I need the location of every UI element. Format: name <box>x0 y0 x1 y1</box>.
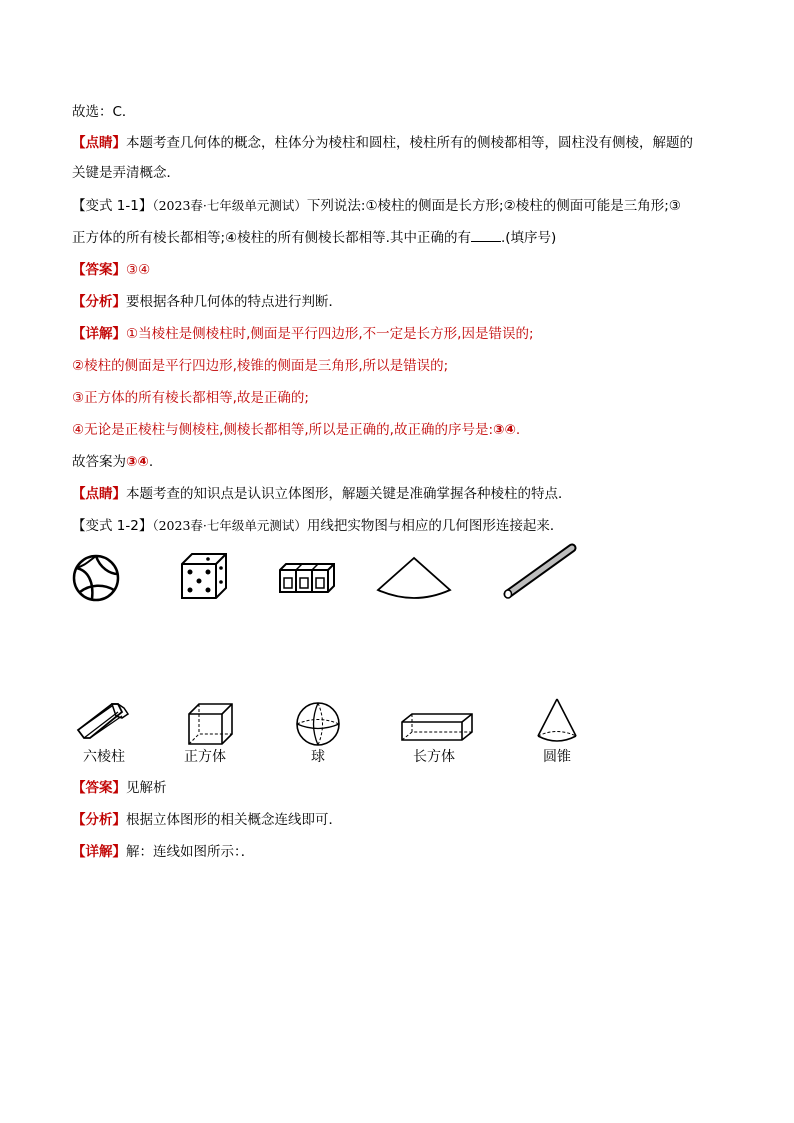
final-answer-line: 故答案为③④. <box>72 454 154 470</box>
volleyball-icon <box>70 552 122 604</box>
choice-line: 故选：C． <box>72 104 136 120</box>
dice-icon <box>178 550 230 602</box>
detail-tag: 【详解】 <box>72 844 126 860</box>
sphere-icon <box>294 700 342 748</box>
comment-line-1-cont: 关键是弄清概念． <box>72 165 180 181</box>
cone-icon <box>534 696 580 746</box>
analysis-line-2: 【分析】根据立体图形的相关概念连线即可． <box>72 812 342 828</box>
label-cuboid: 长方体 <box>413 749 455 765</box>
variant-1-2-line: 【变式 1-2】（2023春·七年级单元测试）用线把实物图与相应的几何图形连接起来． <box>72 518 564 534</box>
detail-line-3: ③正方体的所有棱长都相等,故是正确的; <box>72 390 309 406</box>
analysis-line-1: 【分析】要根据各种几何体的特点进行判断． <box>72 294 342 310</box>
comment-tag: 【点睛】 <box>72 135 126 151</box>
answer-blank <box>471 227 501 242</box>
variant-1-1-line-cont: 正方体的所有棱长都相等;④棱柱的所有侧棱长都相等.其中正确的有 .(填序号) <box>72 227 556 248</box>
source-note: （2023春·七年级单元测试） <box>152 518 307 533</box>
hexagonal-prism-icon <box>72 700 134 744</box>
answer-tag: 【答案】 <box>72 262 126 278</box>
fan-sector-icon <box>374 556 454 602</box>
answer-line-1: 【答案】③④ <box>72 262 151 278</box>
detail-tag: 【详解】 <box>72 326 126 342</box>
comment-line-1: 【点睛】本题考查几何体的概念，柱体分为棱柱和圆柱，棱柱所有的侧棱都相等，圆柱没有侧棱，解题的 <box>72 135 693 151</box>
analysis-tag: 【分析】 <box>72 812 126 828</box>
label-sphere: 球 <box>311 749 325 765</box>
label-cone: 圆锥 <box>543 749 571 765</box>
answer-line-2: 【答案】见解析 <box>72 780 167 796</box>
rod-icon <box>500 542 580 602</box>
variant-tag: 【变式 1-1】 <box>72 198 153 214</box>
variant-tag: 【变式 1-2】 <box>72 518 153 534</box>
three-boxes-icon <box>278 560 336 594</box>
comment-tag: 【点睛】 <box>72 486 126 502</box>
detail-line-2: ②棱柱的侧面是平行四边形,棱锥的侧面是三角形,所以是错误的; <box>72 358 449 374</box>
comment-line-2: 【点睛】本题考查的知识点是认识立体图形，解题关键是准确掌握各种棱柱的特点． <box>72 486 572 502</box>
detail-line-1: 【详解】①当棱柱是侧棱柱时,侧面是平行四边形,不一定是长方形,因是错误的; <box>72 326 534 342</box>
detail-line-5: 【详解】解：连线如图所示：． <box>72 844 255 860</box>
cuboid-icon <box>400 712 474 742</box>
answer-tag: 【答案】 <box>72 780 126 796</box>
cube-icon <box>186 700 236 746</box>
variant-1-1-line: 【变式 1-1】（2023春·七年级单元测试）下列说法:①棱柱的侧面是长方形;②棱柱的侧面可能是三角形;③ <box>72 198 681 214</box>
source-note: （2023春·七年级单元测试） <box>152 198 307 213</box>
label-cube: 正方体 <box>184 749 226 765</box>
label-hexagonal-prism: 六棱柱 <box>83 749 125 765</box>
analysis-tag: 【分析】 <box>72 294 126 310</box>
detail-line-4: ④无论是正棱柱与侧棱柱,侧棱长都相等,所以是正确的,故正确的序号是:③④. <box>72 422 521 438</box>
